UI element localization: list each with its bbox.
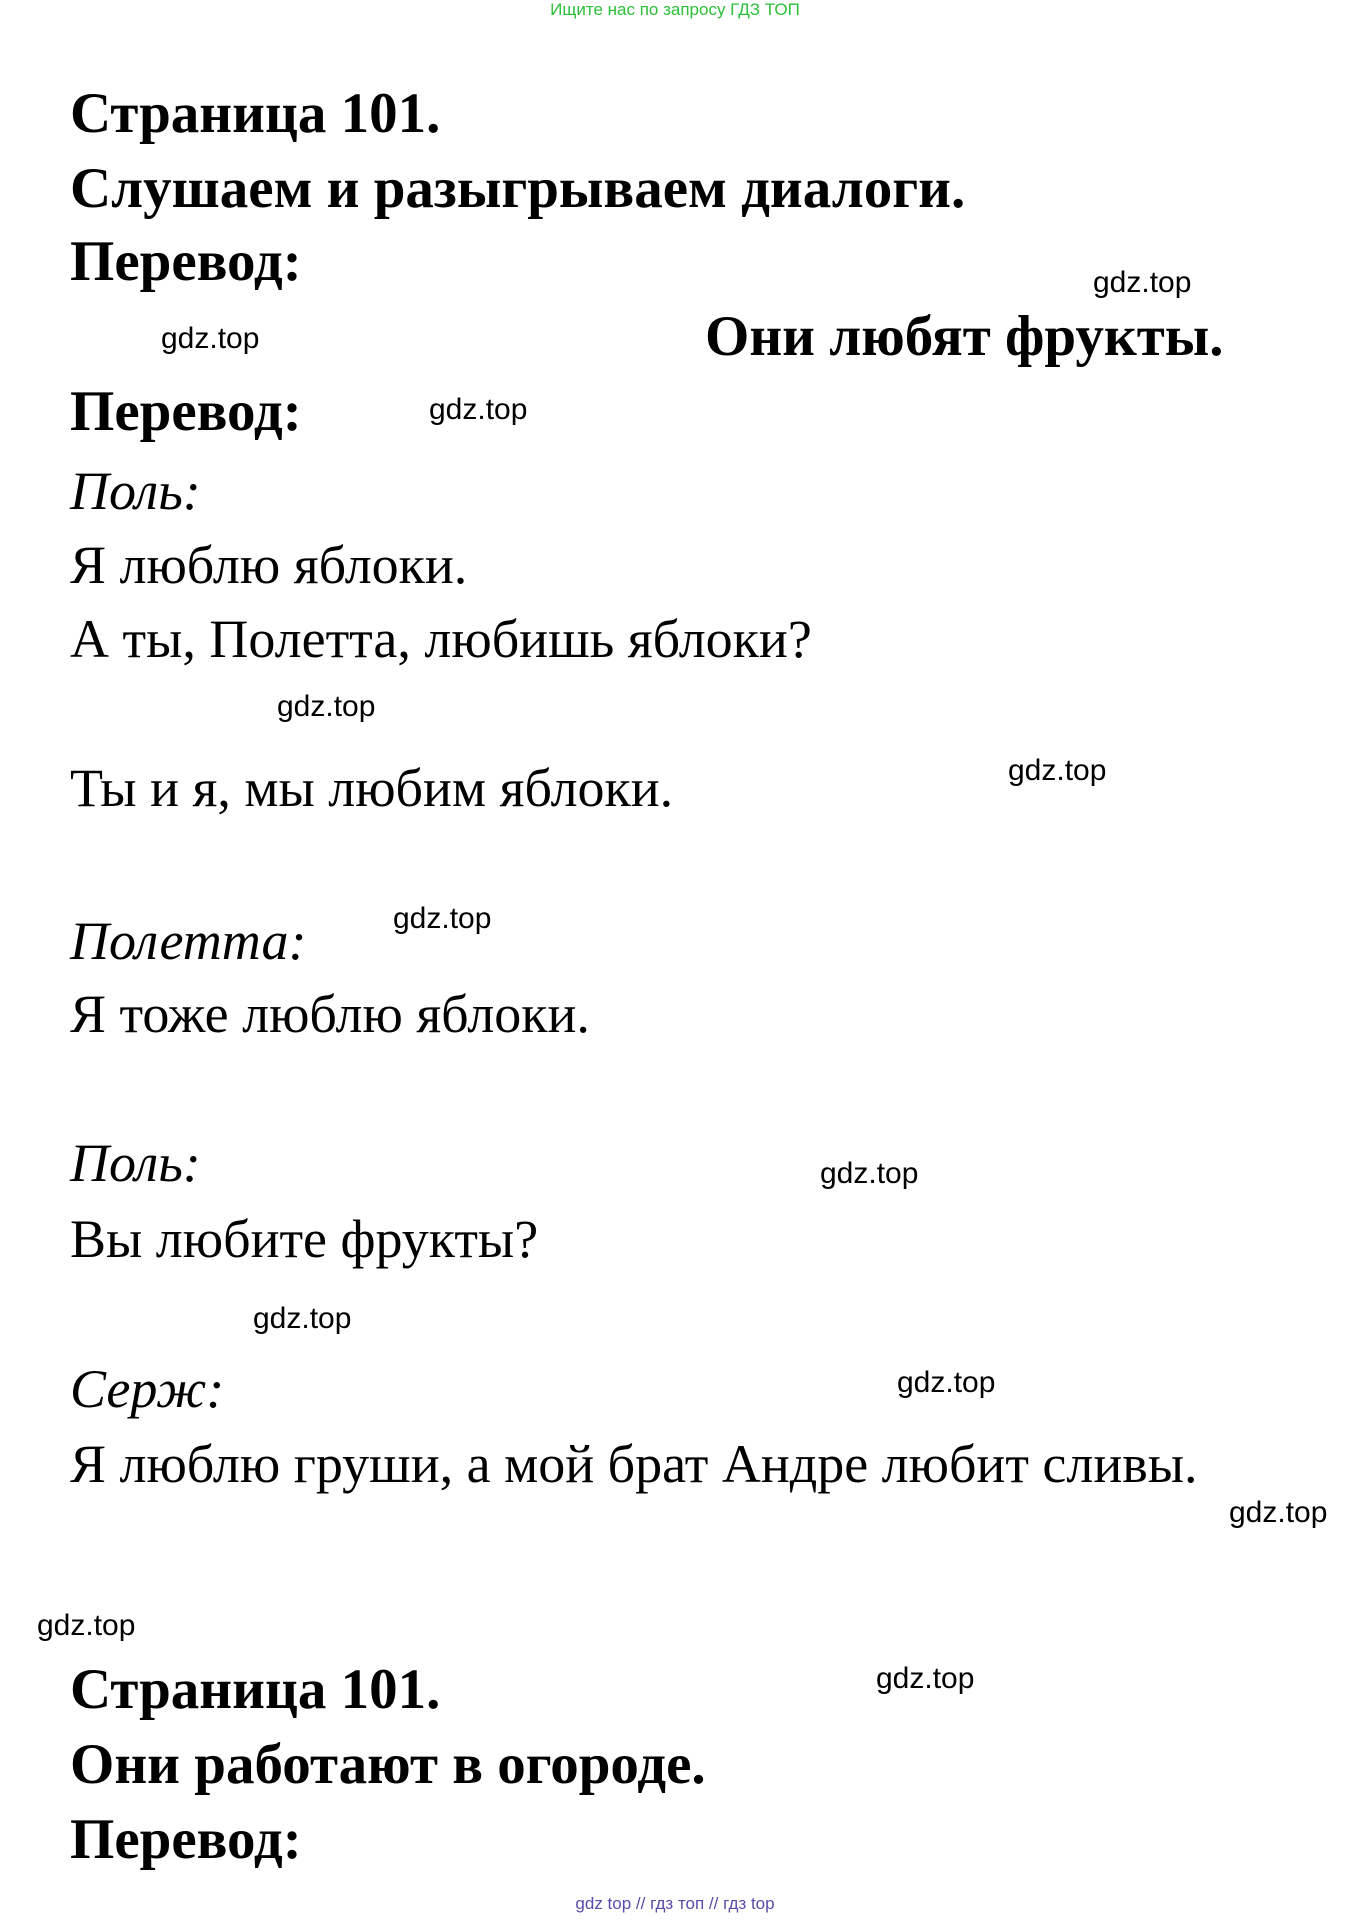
watermark: gdz.top bbox=[277, 690, 376, 723]
watermark: gdz.top bbox=[1008, 754, 1107, 787]
watermark: gdz.top bbox=[897, 1366, 996, 1399]
translation-label-2: Перевод: bbox=[70, 380, 302, 443]
translation-label-3: Перевод: bbox=[70, 1808, 302, 1871]
watermark: gdz.top bbox=[820, 1157, 919, 1190]
dialog-line: Вы любите фрукты? bbox=[70, 1209, 539, 1269]
dialog-title: Они любят фрукты. bbox=[705, 305, 1224, 368]
watermark: gdz.top bbox=[37, 1609, 136, 1642]
translation-label: Перевод: bbox=[70, 230, 302, 293]
top-banner: Ищите нас по запросу ГДЗ ТОП bbox=[550, 0, 800, 19]
page-title: Страница 101. bbox=[70, 82, 441, 145]
speaker-label: Поль: bbox=[70, 461, 201, 521]
speaker-label: Полетта: bbox=[70, 911, 307, 971]
section-title-2: Они работают в огороде. bbox=[70, 1733, 706, 1796]
watermark: gdz.top bbox=[1229, 1496, 1328, 1529]
watermark: gdz.top bbox=[876, 1662, 975, 1695]
speaker-label: Поль: bbox=[70, 1133, 201, 1193]
speaker-label: Серж: bbox=[70, 1359, 225, 1419]
watermark: gdz.top bbox=[1093, 266, 1192, 299]
dialog-line: Я тоже люблю яблоки. bbox=[70, 984, 590, 1044]
watermark: gdz.top bbox=[429, 393, 528, 426]
page-title-2: Страница 101. bbox=[70, 1658, 441, 1721]
dialog-line: Ты и я, мы любим яблоки. bbox=[70, 758, 674, 818]
dialog-line: А ты, Полетта, любишь яблоки? bbox=[70, 609, 812, 669]
dialog-line: Я люблю яблоки. bbox=[70, 535, 468, 595]
watermark: gdz.top bbox=[393, 902, 492, 935]
watermark: gdz.top bbox=[253, 1302, 352, 1335]
watermark: gdz.top bbox=[161, 322, 260, 355]
footer-links: gdz top // гдз топ // гдз top bbox=[575, 1894, 775, 1913]
section-title: Слушаем и разыгрываем диалоги. bbox=[70, 157, 966, 220]
dialog-line: Я люблю груши, а мой брат Андре любит сливы. bbox=[70, 1434, 1198, 1494]
